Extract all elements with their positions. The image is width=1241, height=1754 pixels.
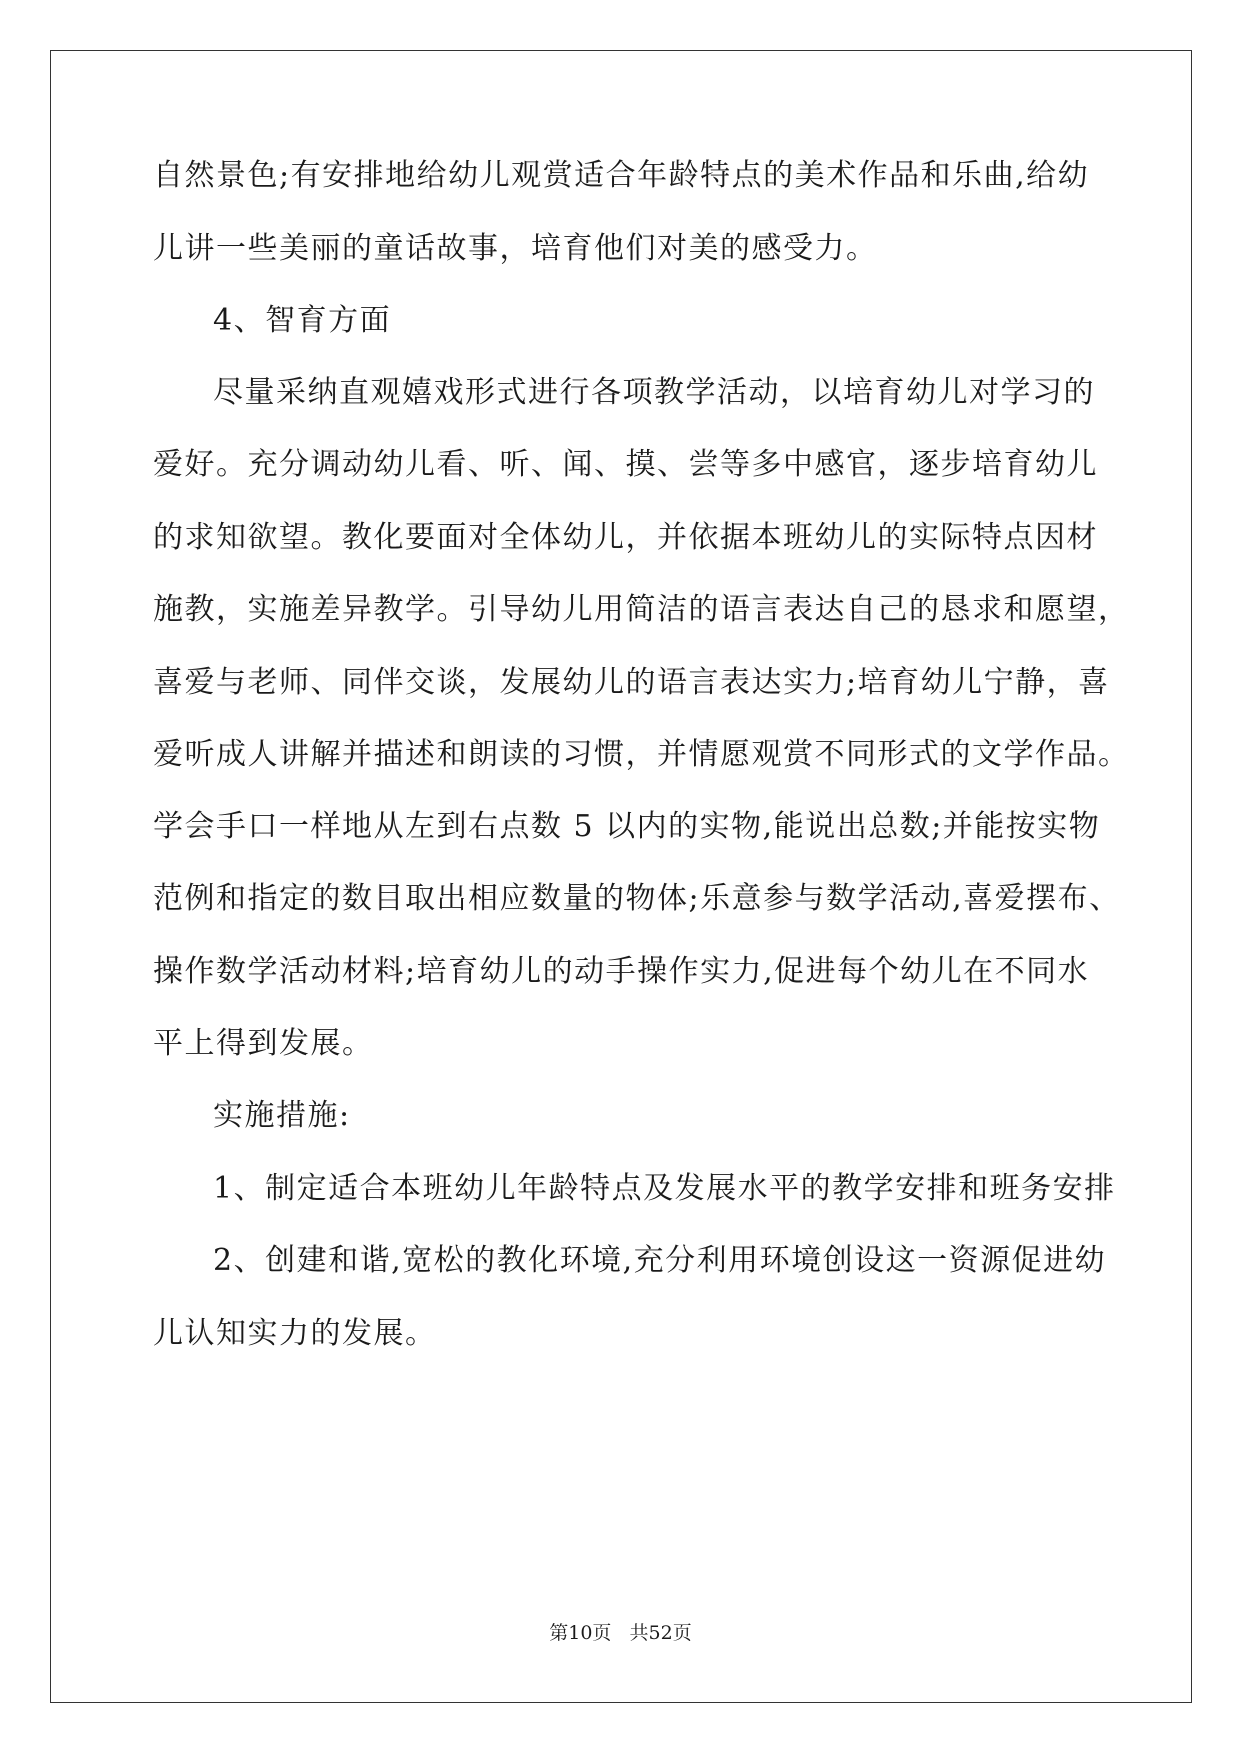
measure-item-2: 2、创建和谐,宽松的教化环境,充分利用环境创设这一资源促进幼 [213,1243,1107,1278]
text-line-8: 喜爱与老师、同伴交谈，发展幼儿的语言表达实力;培育幼儿宁静，喜 [153,665,1110,700]
text-line-13: 平上得到发展。 [153,1026,374,1061]
text-line-2: 儿讲一些美丽的童话故事，培育他们对美的感受力。 [153,231,878,266]
text-line-6: 的求知欲望。教化要面对全体幼儿，并依据本班幼儿的实际特点因材 [153,520,1098,555]
text-line-17: 儿认知实力的发展。 [153,1316,437,1351]
text-line-1: 自然景色;有安排地给幼儿观赏适合年龄特点的美术作品和乐曲,给幼 [153,158,1090,193]
measures-heading: 实施措施: [213,1098,351,1133]
text-line-12: 操作数学活动材料;培育幼儿的动手操作实力,促进每个幼儿在不同水 [153,954,1090,989]
page-number-footer: 第10页 共52页 [549,1622,692,1644]
page-border [50,50,1192,1703]
section-heading: 4、智育方面 [213,303,392,338]
measure-item-1: 1、制定适合本班幼儿年龄特点及发展水平的教学安排和班务安排 [213,1171,1116,1206]
text-line-5: 爱好。充分调动幼儿看、听、闻、摸、尝等多中感官，逐步培育幼儿 [153,447,1098,482]
text-line-9: 爱听成人讲解并描述和朗读的习惯，并情愿观赏不同形式的文学作品。 [153,737,1130,772]
text-line-11: 范例和指定的数目取出相应数量的物体;乐意参与数学活动,喜爱摆布、 [153,881,1121,916]
text-line-7: 施教，实施差异教学。引导幼儿用简洁的语言表达自己的恳求和愿望， [153,592,1130,627]
text-line-4: 尽量采纳直观嬉戏形式进行各项教学活动，以培育幼儿对学习的 [213,375,1095,410]
text-line-10: 学会手口一样地从左到右点数 5 以内的实物,能说出总数;并能按实物 [153,809,1101,844]
